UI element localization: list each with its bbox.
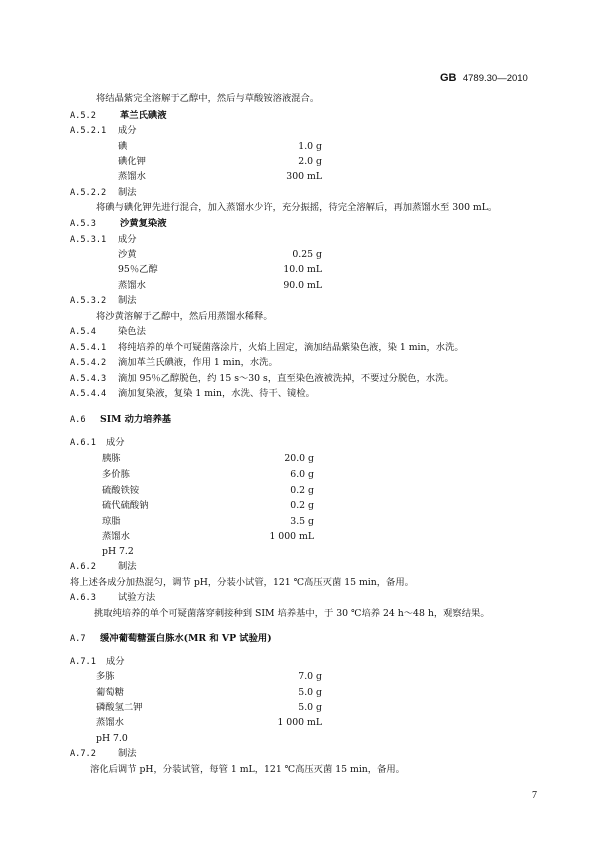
ingredient-name: 蒸馏水 xyxy=(102,531,130,542)
section-title: SIM 动力培养基 xyxy=(100,414,172,425)
section-number: A.7.1 xyxy=(70,657,96,667)
ingredient-name: 碘 xyxy=(118,141,128,152)
section-number: A.5.4.3 xyxy=(70,374,107,384)
gb-mark: GB xyxy=(440,72,457,84)
ingredient-amount: 7.0 g xyxy=(298,671,322,682)
step-text: 滴加复染液，复染 1 min，水洗、待干、镜检。 xyxy=(118,388,315,399)
ingredient-amount: 0.2 g xyxy=(290,485,314,496)
section-number: A.6.1 xyxy=(70,438,96,448)
paragraph: 将结晶紫完全溶解于乙醇中，然后与草酸铵溶液混合。 xyxy=(96,93,320,104)
paragraph: 将碘与碘化钾先进行混合，加入蒸馏水少许，充分振摇，待完全溶解后，再加蒸馏水至 300 mL。 xyxy=(96,202,498,213)
section-title: 制法 xyxy=(118,187,137,198)
paragraph: 将沙黄溶解于乙醇中，然后用蒸馏水稀释。 xyxy=(96,311,273,322)
step-text: 滴加革兰氏碘液，作用 1 min，水洗。 xyxy=(118,357,278,368)
step-text: 滴加 95％乙醇脱色，约 15 s～30 s，直至染色液被洗掉，不要过分脱色，水洗。 xyxy=(118,373,454,384)
ingredient-amount: 300 mL xyxy=(286,171,322,182)
ingredient-name: 沙黄 xyxy=(118,249,137,260)
ingredient-amount: 90.0 mL xyxy=(283,280,322,291)
ingredient-name: 蒸馏水 xyxy=(96,717,124,728)
section-title: 缓冲葡萄糖蛋白胨水(MR 和 VP 试验用) xyxy=(100,633,272,644)
section-number: A.5.2 xyxy=(70,111,96,121)
section-number: A.6 xyxy=(70,415,86,425)
paragraph: 溶化后调节 pH，分装试管，每管 1 mL，121 ℃高压灭菌 15 min，备用。 xyxy=(90,764,405,775)
ingredient-amount: 0.25 g xyxy=(292,249,322,260)
ingredient-name: 硫酸铁铵 xyxy=(102,485,140,496)
section-title: 成分 xyxy=(118,234,137,245)
ingredient-name: 95％乙醇 xyxy=(118,264,158,275)
section-title: 制法 xyxy=(118,561,137,572)
ingredient-name: 多胨 xyxy=(96,671,115,682)
page-number: 7 xyxy=(532,790,537,801)
section-title: 成分 xyxy=(106,656,125,667)
ingredient-name: 碘化钾 xyxy=(118,156,146,167)
standard-number: 4789.30—2010 xyxy=(462,73,528,84)
section-title: 制法 xyxy=(118,748,137,759)
ingredient-amount: 1 000 mL xyxy=(277,717,322,728)
ingredient-name: 葡萄糖 xyxy=(96,687,124,698)
section-title: 制法 xyxy=(118,295,137,306)
ingredient-name: 硫代硫酸钠 xyxy=(102,500,149,511)
ingredient-name: 多价胨 xyxy=(102,469,130,480)
section-number: A.5.4.1 xyxy=(70,343,107,353)
ph-value: pH 7.0 xyxy=(96,733,128,744)
ph-value: pH 7.2 xyxy=(102,546,134,557)
section-title: 革兰氏碘液 xyxy=(120,110,167,121)
ingredient-name: 蒸馏水 xyxy=(118,171,146,182)
section-title: 成分 xyxy=(118,125,137,136)
section-number: A.5.2.2 xyxy=(70,188,107,198)
section-number: A.6.2 xyxy=(70,562,96,572)
section-title: 染色法 xyxy=(118,326,146,337)
ingredient-amount: 1 000 mL xyxy=(269,531,314,542)
ingredient-amount: 5.0 g xyxy=(298,702,322,713)
ingredient-amount: 2.0 g xyxy=(298,156,322,167)
ingredient-name: 蒸馏水 xyxy=(118,280,146,291)
section-number: A.5.3 xyxy=(70,219,96,229)
step-text: 将纯培养的单个可疑菌落涂片，火焰上固定，滴加结晶紫染色液，染 1 min，水洗。 xyxy=(118,342,464,353)
ingredient-name: 胰胨 xyxy=(102,453,121,464)
ingredient-amount: 6.0 g xyxy=(290,469,314,480)
ingredient-name: 磷酸氢二钾 xyxy=(96,702,143,713)
ingredient-amount: 5.0 g xyxy=(298,687,322,698)
section-number: A.7.2 xyxy=(70,749,96,759)
ingredient-amount: 0.2 g xyxy=(290,500,314,511)
paragraph: 挑取纯培养的单个可疑菌落穿刺接种到 SIM 培养基中，于 30 ℃培养 24 h～48 h，观察结果。 xyxy=(94,608,490,619)
standard-header xyxy=(440,72,528,84)
section-title: 成分 xyxy=(106,437,125,448)
ingredient-amount: 1.0 g xyxy=(298,141,322,152)
section-number: A.5.4.2 xyxy=(70,358,107,368)
section-number: A.5.2.1 xyxy=(70,126,107,136)
ingredient-amount: 20.0 g xyxy=(284,453,314,464)
section-number: A.5.4.4 xyxy=(70,389,107,399)
section-number: A.6.3 xyxy=(70,593,96,603)
section-number: A.5.3.2 xyxy=(70,296,107,306)
section-number: A.5.3.1 xyxy=(70,235,107,245)
ingredient-name: 琼脂 xyxy=(102,516,121,527)
ingredient-amount: 10.0 mL xyxy=(283,264,322,275)
section-title: 试验方法 xyxy=(118,592,156,603)
section-title: 沙黄复染液 xyxy=(120,218,167,229)
section-number: A.7 xyxy=(70,634,86,644)
section-number: A.5.4 xyxy=(70,327,96,337)
paragraph: 将上述各成分加热混匀，调节 pH，分装小试管，121 ℃高压灭菌 15 min，备用。 xyxy=(70,577,414,588)
ingredient-amount: 3.5 g xyxy=(290,516,314,527)
